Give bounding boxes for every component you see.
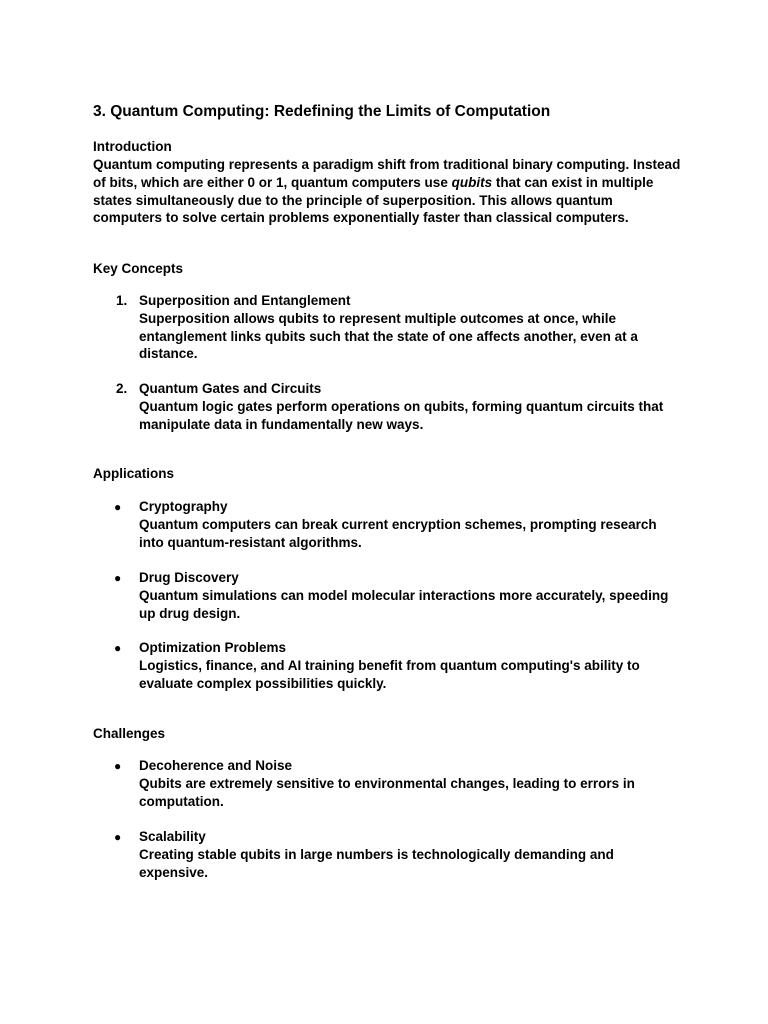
list-number: 1. [116, 293, 128, 308]
list-item-body: Creating stable qubits in large numbers is technologically demanding and expensive. [139, 846, 614, 880]
key-concepts-heading: Key Concepts [93, 261, 184, 276]
list-item-body: Quantum logic gates perform operations on qubits, forming quantum circuits that manipulate data in fundamentally new ways. [139, 398, 664, 432]
challenge-item [114, 757, 684, 810]
application-item [114, 639, 684, 692]
list-item-body: Qubits are extremely sensitive to environmental changes, leading to errors in computation. [139, 775, 635, 809]
list-item-title: Drug Discovery [139, 570, 239, 585]
bullet-icon: ● [114, 500, 122, 514]
challenges-heading: Challenges [93, 726, 166, 741]
list-item-body: Logistics, finance, and AI training benefit from quantum computing's ability to evaluate complex possibilities quickly. [139, 657, 640, 691]
introduction-text-before: Quantum computing represents a paradigm shift from traditional binary computing. Instead of bits, which are either 0 or 1, quantum computers use [93, 157, 681, 190]
key-concept-item [116, 380, 684, 433]
bullet-icon: ● [114, 830, 122, 844]
applications-heading: Applications [93, 466, 175, 481]
introduction-heading: Introduction [93, 139, 172, 154]
list-item-title: Quantum Gates and Circuits [139, 381, 322, 396]
key-concept-item [116, 292, 684, 363]
list-number: 2. [116, 381, 128, 396]
application-item [114, 569, 684, 622]
bullet-icon: ● [114, 759, 122, 773]
introduction-italic-term: qubits [451, 174, 493, 190]
list-item-body: Quantum computers can break current encryption schemes, prompting research into quantum-resistant algorithms. [139, 516, 657, 550]
list-item-body: Superposition allows qubits to represent multiple outcomes at once, while entanglement links qubits such that the state of one affects another, even at a distance. [139, 310, 638, 362]
list-item-title: Scalability [139, 829, 206, 844]
document-title: 3. Quantum Computing: Redefining the Limits of Computation [93, 103, 551, 120]
bullet-icon: ● [114, 641, 122, 655]
list-item-title: Decoherence and Noise [139, 758, 293, 773]
list-item-title: Optimization Problems [139, 640, 287, 655]
challenge-item [114, 828, 684, 881]
list-item-title: Superposition and Entanglement [139, 293, 351, 308]
bullet-icon: ● [114, 571, 122, 585]
introduction-text-after: that can exist in multiple states simultaneously due to the principle of superposition. This allows quantum computers to solve certain problems exponentially faster than classical computers. [93, 174, 654, 226]
list-item-body: Quantum simulations can model molecular interactions more accurately, speeding up drug design. [139, 587, 669, 621]
introduction-paragraph [93, 156, 683, 227]
application-item [114, 498, 684, 551]
list-item-title: Cryptography [139, 499, 228, 514]
